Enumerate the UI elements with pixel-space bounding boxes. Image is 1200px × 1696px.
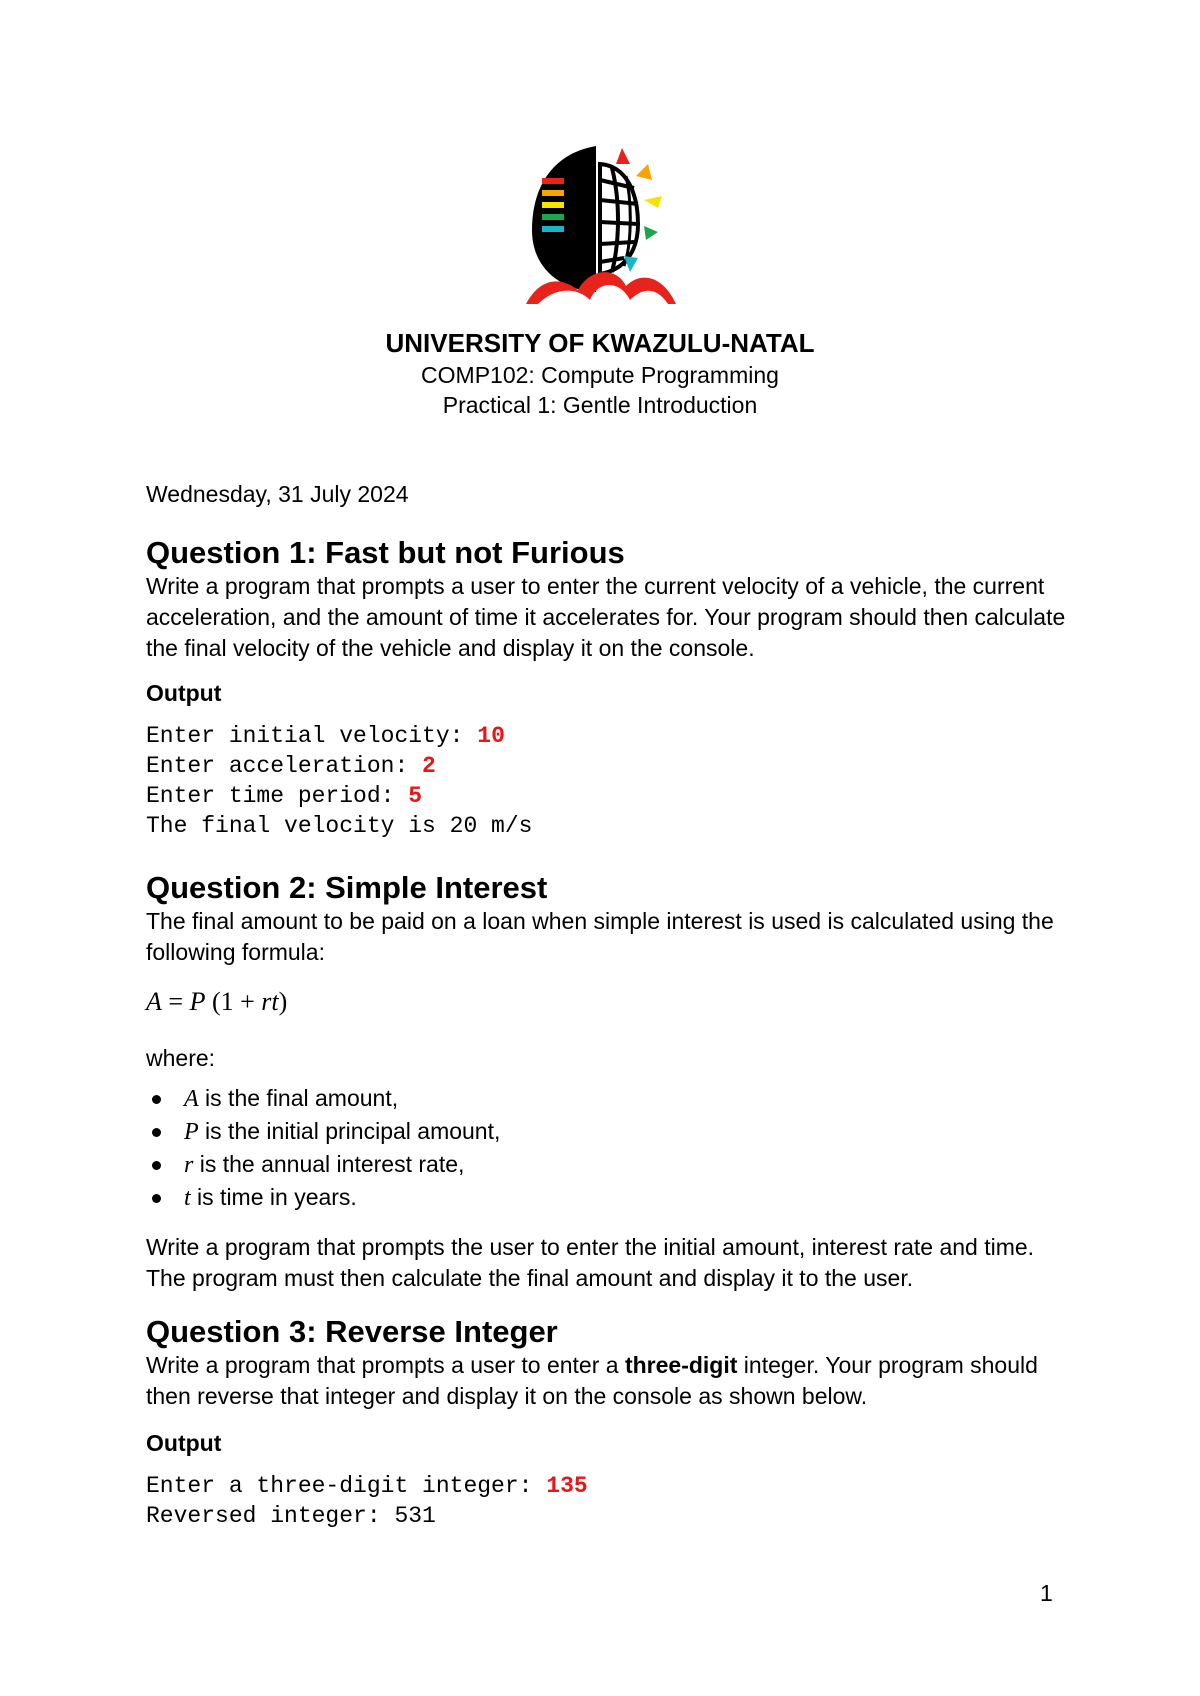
- emphasis-three-digit: three-digit: [624, 1352, 738, 1378]
- question-2-body: Write a program that prompts the user to enter the initial amount, interest rate and time. The program must then calculate the final amount and display it to the user.: [146, 1234, 1035, 1291]
- question-2-intro: The final amount to be paid on a loan when simple interest is used is calculated using the following formula:: [146, 908, 1054, 965]
- question-3-output-label: Output: [146, 1430, 222, 1456]
- bullet-icon: [152, 1128, 161, 1137]
- list-item: A is the final amount,: [146, 1082, 500, 1115]
- list-item: P is the initial principal amount,: [146, 1115, 500, 1148]
- console-line: Enter initial velocity: 10: [146, 723, 505, 749]
- console-line: Enter acceleration: 2: [146, 753, 436, 779]
- console-line: Enter time period: 5: [146, 783, 423, 809]
- console-user-input: 5: [408, 783, 423, 809]
- bullet-icon: [152, 1095, 161, 1104]
- question-3-body: Write a program that prompts a user to enter a three-digit integer. Your program should then reverse that integer and display it on the console as shown below.: [146, 1352, 1038, 1409]
- bullet-icon: [152, 1194, 161, 1203]
- bullet-icon: [152, 1161, 161, 1170]
- list-item: r is the annual interest rate,: [146, 1148, 500, 1181]
- practical-title: Practical 1: Gentle Introduction: [442, 392, 758, 418]
- question-2-heading: Question 2: Simple Interest: [146, 870, 548, 905]
- simple-interest-formula: A = P (1 + rt): [146, 987, 288, 1016]
- date-line: Wednesday, 31 July 2024: [146, 481, 409, 507]
- console-user-input: 2: [422, 753, 436, 779]
- question-1-body: Write a program that prompts a user to enter the current velocity of a vehicle, the current acceleration, and the amount of time it accelerates for. Your program should then calculate the final velocity of the vehicle and display it on the console.: [146, 573, 1066, 661]
- console-user-input: 10: [477, 723, 505, 749]
- course-title: COMP102: Compute Programming: [421, 362, 779, 388]
- console-user-input: 135: [546, 1473, 588, 1499]
- console-line: Enter a three-digit integer: 135: [146, 1473, 588, 1499]
- variable-list: [146, 1082, 500, 1214]
- question-3-heading: Question 3: Reverse Integer: [146, 1314, 558, 1349]
- question-3-console-output: [146, 1471, 588, 1531]
- question-1-console-output: [146, 721, 532, 841]
- console-line: Reversed integer: 531: [146, 1503, 436, 1529]
- university-name: UNIVERSITY OF KWAZULU-NATAL: [385, 328, 815, 358]
- question-1-output-label: Output: [146, 680, 222, 706]
- list-item: t is time in years.: [146, 1181, 500, 1214]
- university-logo: [520, 140, 680, 310]
- question-1-heading: Question 1: Fast but not Furious: [146, 535, 625, 570]
- console-line: The final velocity is 20 m/s: [146, 813, 533, 839]
- where-label: where:: [146, 1045, 216, 1071]
- page-number: 1: [1040, 1580, 1053, 1606]
